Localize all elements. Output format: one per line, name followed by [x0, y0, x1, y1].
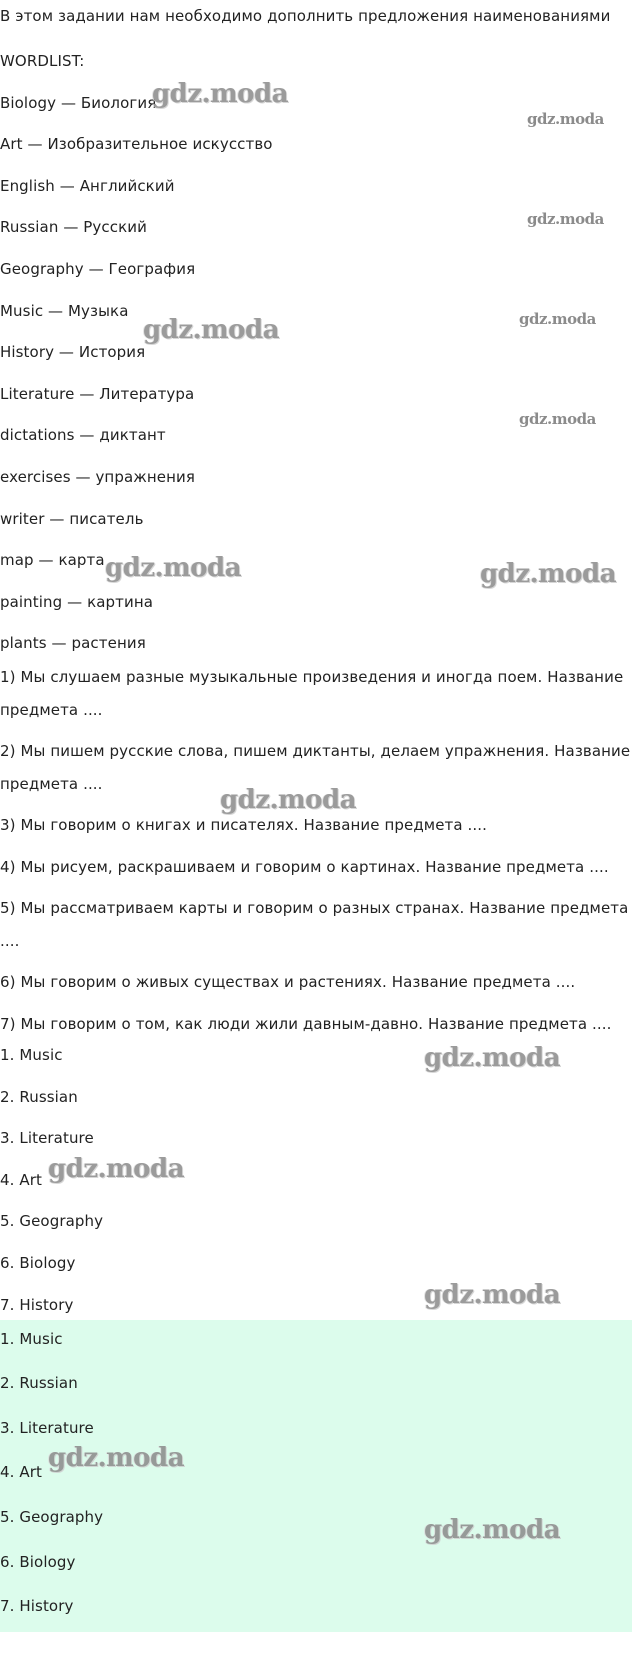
watermark: gdz.moda — [105, 553, 242, 583]
watermark: gdz.moda — [143, 315, 280, 345]
sentence-line: 2) Мы пишем русские слова, пишем диктанты, делаем упражнения. Название — [0, 742, 631, 760]
highlighted-answer-item: 2. Russian — [0, 1374, 78, 1392]
watermark: gdz.moda — [424, 1515, 561, 1545]
wordlist-item: exercises — упражнения — [0, 468, 195, 486]
wordlist-item: Biology — Биология — [0, 94, 157, 112]
sentence-line: 3) Мы говорим о книгах и писателях. Название предмета .... — [0, 816, 488, 834]
highlighted-answer-item: 7. History — [0, 1597, 74, 1615]
answer-item: 5. Geography — [0, 1212, 104, 1230]
wordlist-item: writer — писатель — [0, 510, 144, 528]
sentence-line: предмета .... — [0, 775, 103, 793]
highlighted-answer-item: 4. Art — [0, 1463, 42, 1481]
answer-item: 4. Art — [0, 1171, 42, 1189]
sentence-line: предмета .... — [0, 701, 103, 719]
answer-item: 6. Biology — [0, 1254, 76, 1272]
wordlist-item: Music — Музыка — [0, 302, 129, 320]
wordlist-item: English — Английский — [0, 177, 175, 195]
sentence-line: 6) Мы говорим о живых существах и растениях. Название предмета .... — [0, 973, 576, 991]
watermark: gdz.moda — [424, 1280, 561, 1310]
wordlist-item: Literature — Литература — [0, 385, 195, 403]
highlighted-answer-item: 5. Geography — [0, 1508, 104, 1526]
answer-item: 1. Music — [0, 1046, 63, 1064]
wordlist-item: painting — картина — [0, 593, 154, 611]
highlighted-answer-item: 6. Biology — [0, 1553, 76, 1571]
watermark: gdz.moda — [527, 210, 604, 228]
wordlist-item: Russian — Русский — [0, 218, 147, 236]
wordlist-item: dictations — диктант — [0, 426, 166, 444]
watermark: gdz.moda — [48, 1154, 185, 1184]
watermark: gdz.moda — [519, 310, 596, 328]
watermark: gdz.moda — [480, 559, 617, 589]
wordlist-item: History — История — [0, 343, 146, 361]
watermark: gdz.moda — [519, 410, 596, 428]
watermark: gdz.moda — [424, 1043, 561, 1073]
answer-item: 3. Literature — [0, 1129, 94, 1147]
watermark: gdz.moda — [220, 785, 357, 815]
highlighted-answer-box — [0, 1320, 632, 1632]
wordlist-item: map — карта — [0, 551, 105, 569]
highlighted-answer-item: 3. Literature — [0, 1419, 94, 1437]
wordlist-item: Geography — География — [0, 260, 196, 278]
sentence-line: 4) Мы рисуем, раскрашиваем и говорим о картинах. Название предмета .... — [0, 858, 609, 876]
wordlist-heading: WORDLIST: — [0, 52, 85, 70]
wordlist-item: Art — Изобразительное искусство — [0, 135, 273, 153]
watermark: gdz.moda — [48, 1443, 185, 1473]
sentence-line: 5) Мы рассматриваем карты и говорим о разных странах. Название предмета — [0, 899, 629, 917]
answer-item: 2. Russian — [0, 1088, 78, 1106]
watermark: gdz.moda — [527, 110, 604, 128]
answer-item: 7. History — [0, 1296, 74, 1314]
intro-text: В этом задании нам необходимо дополнить предложения наименованиями — [0, 7, 611, 25]
watermark: gdz.moda — [152, 79, 289, 109]
sentence-line: 1) Мы слушаем разные музыкальные произведения и иногда поем. Название — [0, 668, 624, 686]
highlighted-answer-item: 1. Music — [0, 1330, 63, 1348]
sentence-line: .... — [0, 932, 20, 950]
sentence-line: 7) Мы говорим о том, как люди жили давным-давно. Название предмета .... — [0, 1015, 612, 1033]
wordlist-item: plants — растения — [0, 634, 146, 652]
